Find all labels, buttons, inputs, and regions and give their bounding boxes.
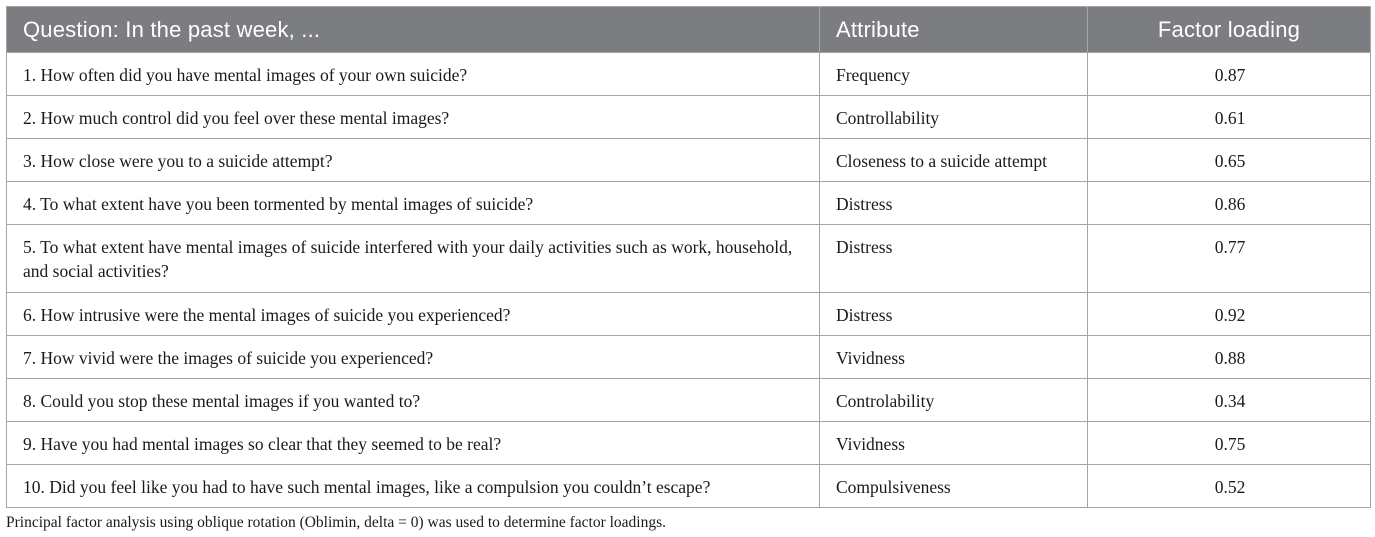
loading-cell: 0.52 — [1088, 465, 1371, 508]
table-row — [7, 182, 1371, 225]
table-row — [7, 293, 1371, 336]
table-row — [7, 96, 1371, 139]
factor-loading-table — [6, 6, 1371, 508]
table-row — [7, 422, 1371, 465]
attribute-cell: Compulsiveness — [820, 465, 1088, 508]
header-row — [7, 7, 1371, 53]
attribute-cell: Distress — [820, 293, 1088, 336]
question-cell: 1. How often did you have mental images of your own suicide? — [7, 53, 820, 96]
question-cell: 9. Have you had mental images so clear that they seemed to be real? — [7, 422, 820, 465]
table-row — [7, 225, 1371, 293]
attribute-cell: Controllability — [820, 96, 1088, 139]
attribute-cell: Controlability — [820, 379, 1088, 422]
header-factor-loading: Factor loading — [1088, 7, 1371, 53]
table-body — [7, 53, 1371, 508]
loading-cell: 0.34 — [1088, 379, 1371, 422]
question-cell: 2. How much control did you feel over these mental images? — [7, 96, 820, 139]
question-cell: 7. How vivid were the images of suicide you experienced? — [7, 336, 820, 379]
factor-loading-table-container — [6, 6, 1370, 508]
table-row — [7, 465, 1371, 508]
attribute-cell: Frequency — [820, 53, 1088, 96]
loading-cell: 0.77 — [1088, 225, 1371, 293]
question-cell: 3. How close were you to a suicide attempt? — [7, 139, 820, 182]
attribute-cell: Vividness — [820, 422, 1088, 465]
attribute-cell: Distress — [820, 225, 1088, 293]
question-cell: 4. To what extent have you been tormented by mental images of suicide? — [7, 182, 820, 225]
table-header — [7, 7, 1371, 53]
table-row — [7, 336, 1371, 379]
table-row — [7, 53, 1371, 96]
loading-cell: 0.87 — [1088, 53, 1371, 96]
loading-cell: 0.61 — [1088, 96, 1371, 139]
attribute-cell: Closeness to a suicide attempt — [820, 139, 1088, 182]
loading-cell: 0.65 — [1088, 139, 1371, 182]
question-cell: 6. How intrusive were the mental images of suicide you experienced? — [7, 293, 820, 336]
question-cell: 10. Did you feel like you had to have such mental images, like a compulsion you couldn’t escape? — [7, 465, 820, 508]
table-row — [7, 139, 1371, 182]
header-attribute: Attribute — [820, 7, 1088, 53]
loading-cell: 0.75 — [1088, 422, 1371, 465]
attribute-cell: Vividness — [820, 336, 1088, 379]
loading-cell: 0.88 — [1088, 336, 1371, 379]
loading-cell: 0.86 — [1088, 182, 1371, 225]
table-row — [7, 379, 1371, 422]
loading-cell: 0.92 — [1088, 293, 1371, 336]
header-question: Question: In the past week, ... — [7, 7, 820, 53]
question-cell: 5. To what extent have mental images of suicide interfered with your daily activities such as work, household, and social activities? — [7, 225, 820, 293]
attribute-cell: Distress — [820, 182, 1088, 225]
table-footnote: Principal factor analysis using oblique rotation (Oblimin, delta = 0) was used to determine factor loadings. — [6, 514, 667, 531]
question-cell: 8. Could you stop these mental images if you wanted to? — [7, 379, 820, 422]
